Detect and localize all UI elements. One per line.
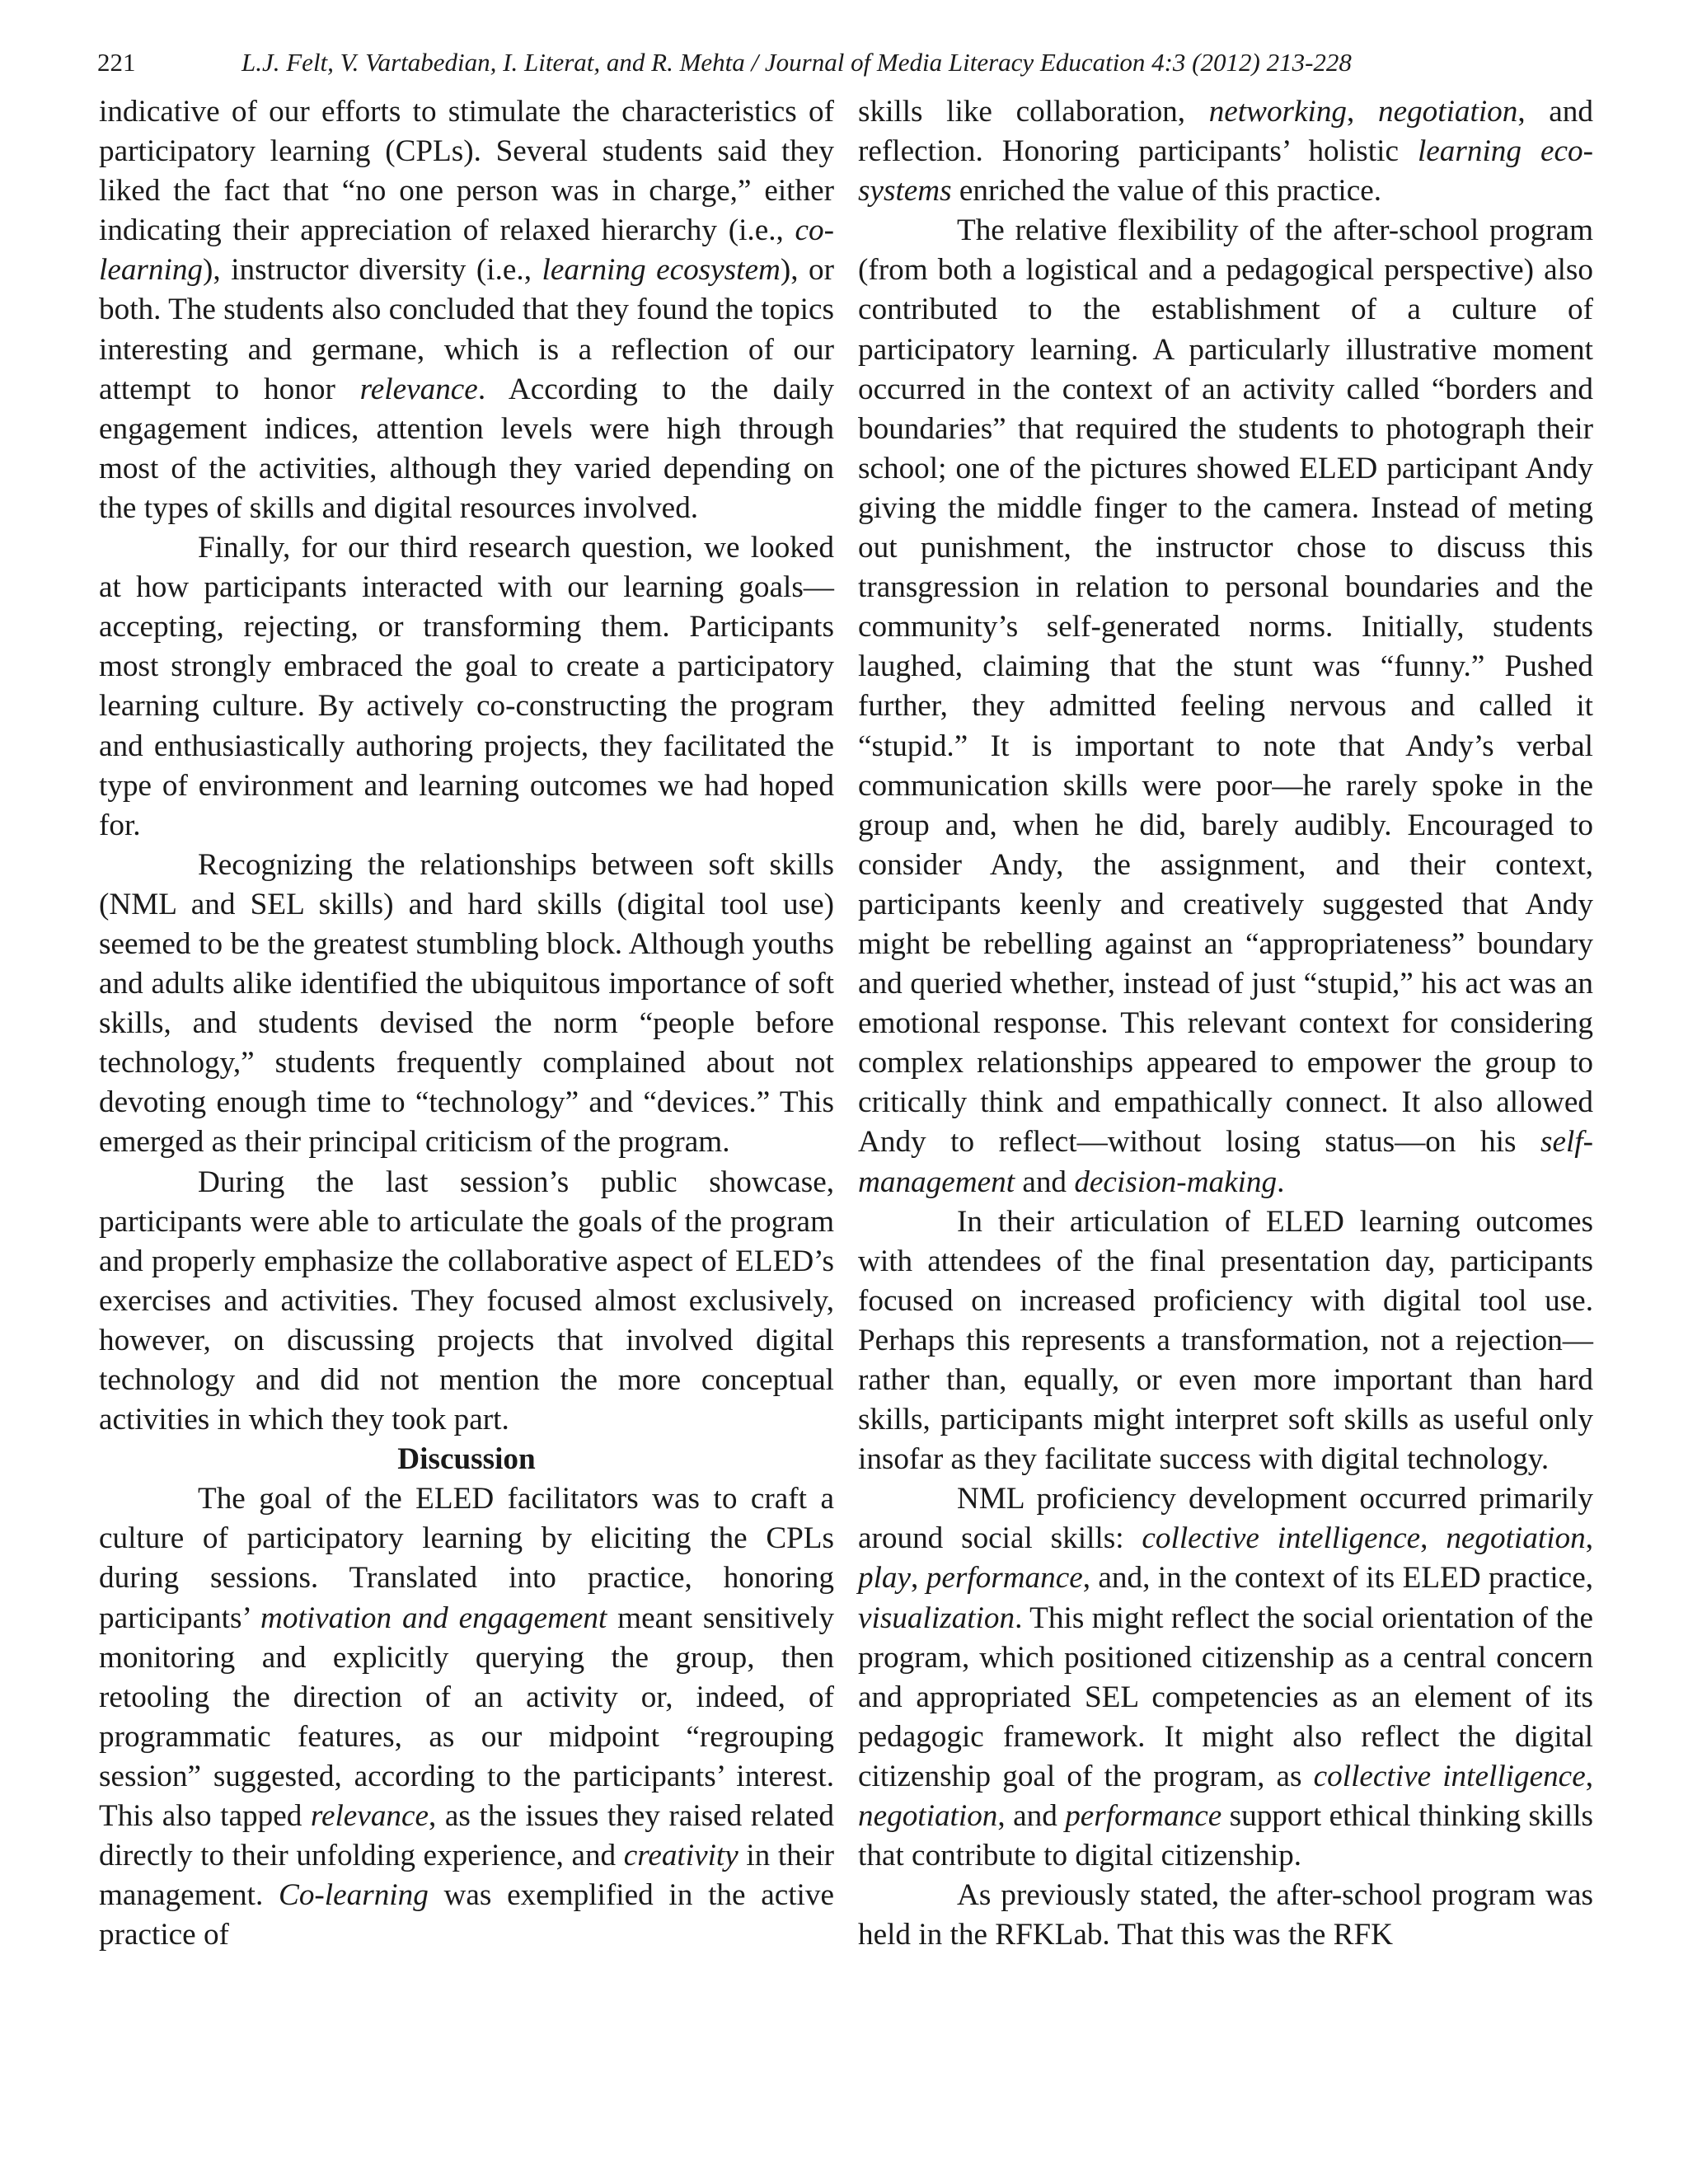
paragraph: In their articulation of ELED learning outcomes with attendees of the final presentation day, participants focused on increased proficiency with digital tool use. Perhaps this represents a transformation, not a rejection—rather than, equally, or even more important than hard skills, participants might interpret soft skills as useful only insofar as they facilitate success with digital technology.	[858, 1204, 1593, 1477]
section-heading: Discussion	[397, 1442, 536, 1477]
paragraph: The goal of the ELED facilitators was to craft a culture of participatory learning by eliciting the CPLs during sessions. Translated into practice, honoring participants’ motivation and engagement meant sensitively monitoring and explicitly querying the group, then retooling the direction of an activity or, indeed, of programmatic features, as our midpoint “regrouping session” suggested, according to the participants’ interest. This also tapped relevance, as the issues they raised related directly to their unfolding experience, and creativity in their management. Co-learning was exemplified in the active practice of	[99, 1482, 835, 1952]
right-column	[858, 92, 1593, 1955]
paragraph: Recognizing the relationships between soft skills (NML and SEL skills) and hard skills (digital tool use) seemed to be the greatest stumbling block. Although youths and adults alike identified the ubiquitous importance of soft skills, and students devised the norm “people before technology,” students frequently complained about not devoting enough time to “technology” and “devices.” This emerged as their principal criticism of the program.	[99, 847, 834, 1160]
paragraph: As previously stated, the after-school program was held in the RFKLab. That this was the RFK	[858, 1878, 1593, 1952]
paragraph: The relative flexibility of the after-school program (from both a logistical and a pedagogical perspective) also contributed to the establishment of a culture of participatory learning. A particularly illustrative moment occurred in the context of an activity called “borders and boundaries” that required the students to photograph their school; one of the pictures showed ELED participant Andy giving the middle finger to the camera. Instead of meting out punishment, the instructor chose to discuss this transgression in relation to personal boundaries and the community’s self-generated norms. Initially, students laughed, claiming that the stunt was “funny.” Pushed further, they admitted feeling nervous and called it “stupid.” It is important to note that Andy’s verbal communication skills were poor—he rarely spoke in the group and, when he did, barely audibly. Encouraged to consider Andy, the assignment, and their context, participants keenly and creatively suggested that Andy might be rebelling against an “appropriateness” boundary and queried whether, instead of just “stupid,” his act was an emotional response. This relevant context for considering complex relationships appeared to empower the group to critically think and empathically connect. It also allowed Andy to reflect—without losing status—on his self-management and decision-making.	[858, 213, 1593, 1199]
paragraph: NML proficiency development occurred primarily around social skills: collective intelligence, negotiation, play, performance, and, in the context of its ELED practice, visualization. This might reflect the social orientation of the program, which positioned citizenship as a central concern and appropriated SEL competencies as an element of its pedagogic framework. It might also reflect the digital citizenship goal of the program, as collective intelligence, negotiation, and performance support ethical thinking skills that contribute to digital citizenship.	[858, 1482, 1594, 1873]
paragraph: Finally, for our third research question, we looked at how participants interacted with our learning goals—accepting, rejecting, or transforming them. Participants most strongly embraced the goal to create a participatory learning culture. By actively co-constructing the program and enthusiastically authoring projects, they facilitated the type of environment and learning outcomes we had hoped for.	[99, 531, 834, 842]
paragraph: During the last session’s public showcase, participants were able to articulate the goals of the program and properly emphasize the collaborative aspect of ELED’s exercises and activities. They focused almost exclusively, however, on discussing projects that involved digital technology and did not mention the more conceptual activities in which they took part.	[99, 1165, 834, 1437]
paragraph: indicative of our efforts to stimulate the characteristics of participatory learning (CPLs). Several students said they liked the fact that “no one person was in charge,” either indicating their appreciation of relaxed hierarchy (i.e., co-learning), instructor diversity (i.e., learning ecosystem), or both. The students also concluded that they found the topics interesting and germane, which is a reflection of our attempt to honor relevance. According to the daily engagement indices, attention levels were high through most of the activities, although they varied depending on the types of skills and digital resources involved.	[99, 95, 834, 525]
page-number: 221	[97, 48, 136, 77]
running-head: L.J. Felt, V. Vartabedian, I. Literat, and R. Mehta / Journal of Media Literacy Education 4:3 (2012) 213-228	[241, 48, 1352, 77]
paragraph: skills like collaboration, networking, negotiation, and reflection. Honoring participants’ holistic learning eco-systems enriched the value of this practice.	[858, 95, 1593, 209]
running-header	[97, 48, 1581, 87]
left-column	[99, 92, 834, 1955]
